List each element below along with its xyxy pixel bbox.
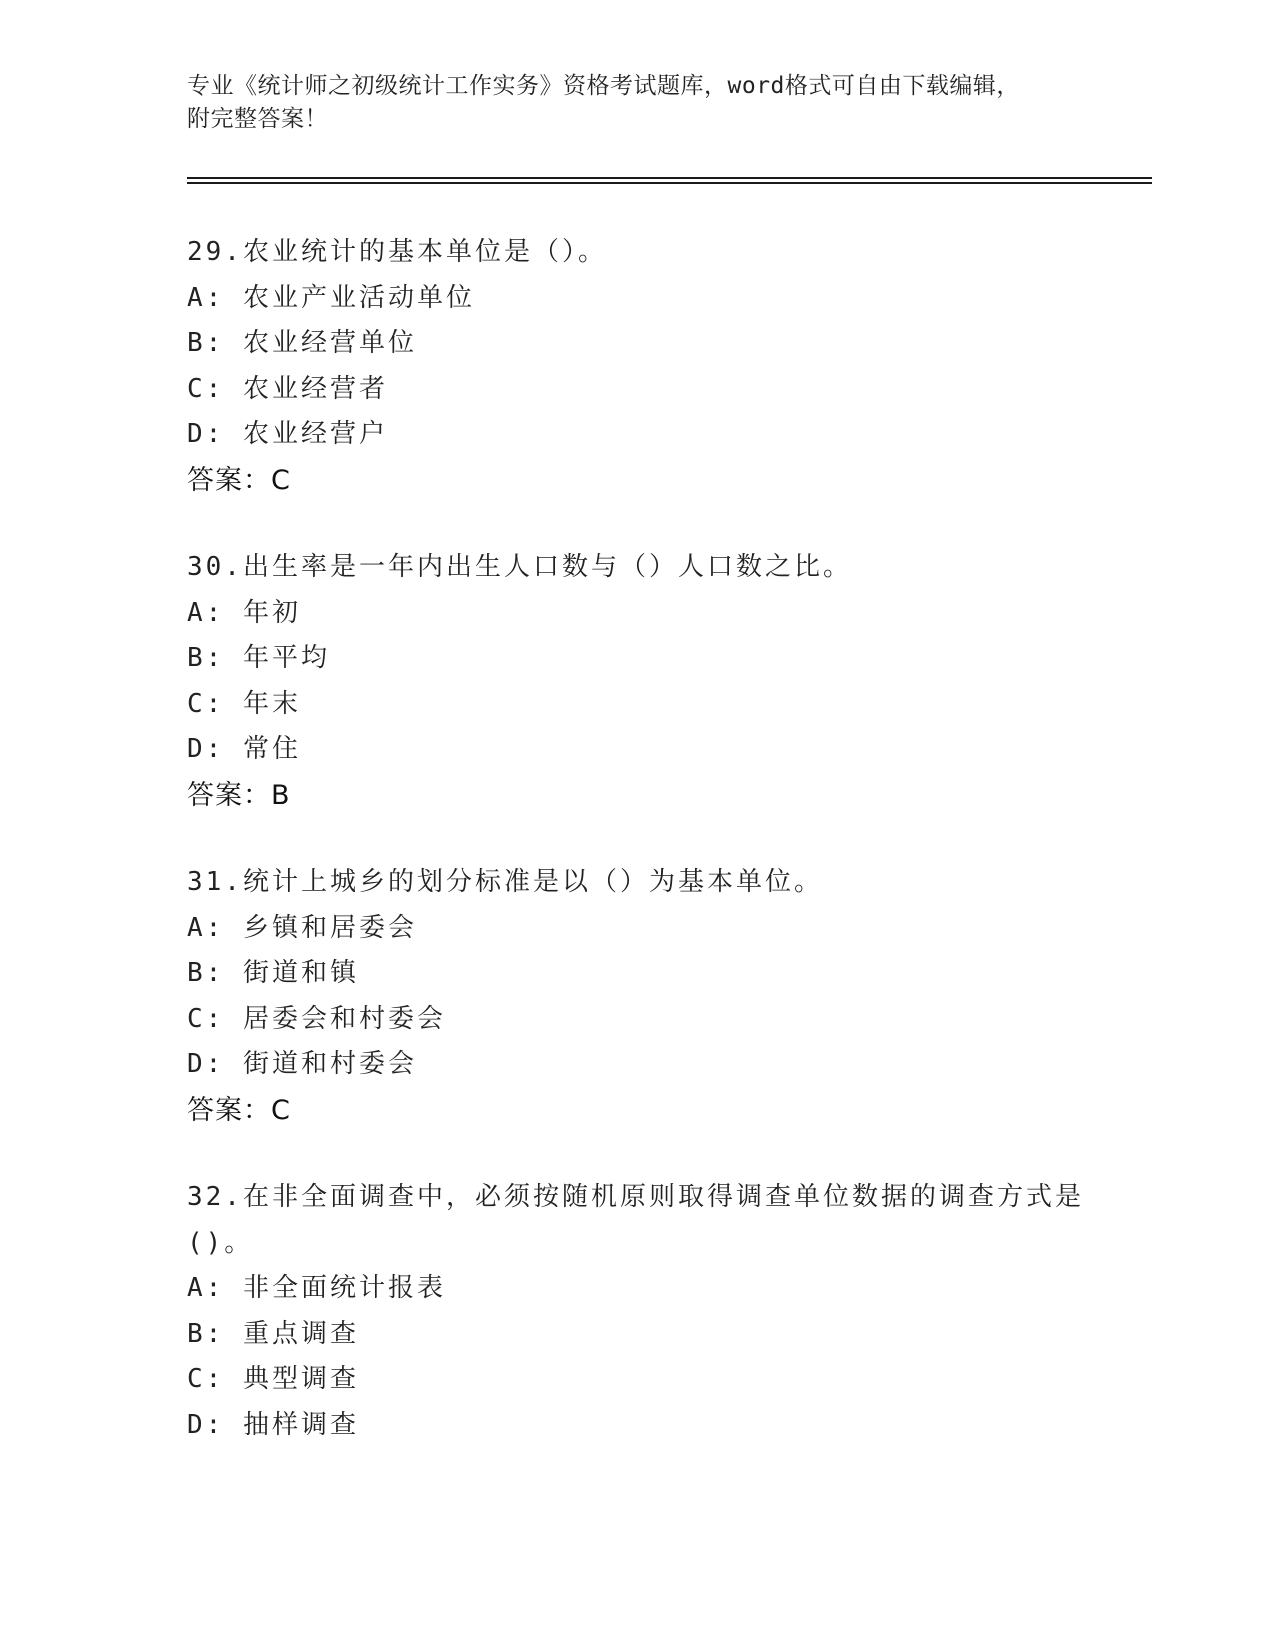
answer-key: 答案：C: [187, 464, 291, 496]
question-stem: 29.农业统计的基本单位是（）。: [187, 237, 607, 267]
answer-key: 答案：B: [187, 779, 291, 811]
answer-option: D: 农业经营户: [187, 419, 388, 449]
answer-option: D: 街道和村委会: [187, 1049, 417, 1079]
answer-option: A: 年初: [187, 597, 301, 628]
answer-option: A: 乡镇和居委会: [187, 912, 417, 943]
answer-option: C: 农业经营者: [187, 373, 388, 404]
answer-option: A: 农业产业活动单位: [187, 282, 475, 313]
answer-option: C: 典型调查: [187, 1364, 359, 1394]
answer-option: B: 街道和镇: [187, 958, 359, 988]
answer-option: B: 农业经营单位: [187, 328, 417, 358]
answer-option: D: 抽样调查: [187, 1409, 359, 1440]
question-block: [187, 230, 1087, 503]
question-stem: 32.在非全面调查中，必须按随机原则取得调查单位数据的调查方式是: [187, 1182, 1084, 1212]
answer-option: B: 年平均: [187, 643, 330, 673]
answer-option: C: 年末: [187, 688, 301, 719]
question-block: [187, 545, 1087, 818]
answer-option: D: 常住: [187, 734, 301, 764]
header-divider-top: [187, 177, 1152, 179]
answer-option: B: 重点调查: [187, 1318, 359, 1349]
header-divider-bottom: [187, 182, 1152, 184]
answer-key: 答案：C: [187, 1094, 291, 1126]
question-stem: 30.出生率是一年内出生人口数与（）人口数之比。: [187, 552, 852, 582]
question-block: [187, 1175, 1087, 1448]
header-line-2: 附完整答案！: [187, 106, 328, 132]
answer-option: A: 非全面统计报表: [187, 1273, 446, 1303]
document-header: [187, 70, 1077, 136]
header-line-1: 专业《统计师之初级统计工作实务》资格考试题库，word格式可自由下载编辑，: [187, 73, 1020, 99]
question-block: [187, 860, 1087, 1133]
answer-option: C: 居委会和村委会: [187, 1003, 446, 1034]
question-stem: ()。: [187, 1227, 254, 1258]
question-stem: 31.统计上城乡的划分标准是以（）为基本单位。: [187, 867, 823, 897]
question-list: [187, 230, 1087, 1490]
